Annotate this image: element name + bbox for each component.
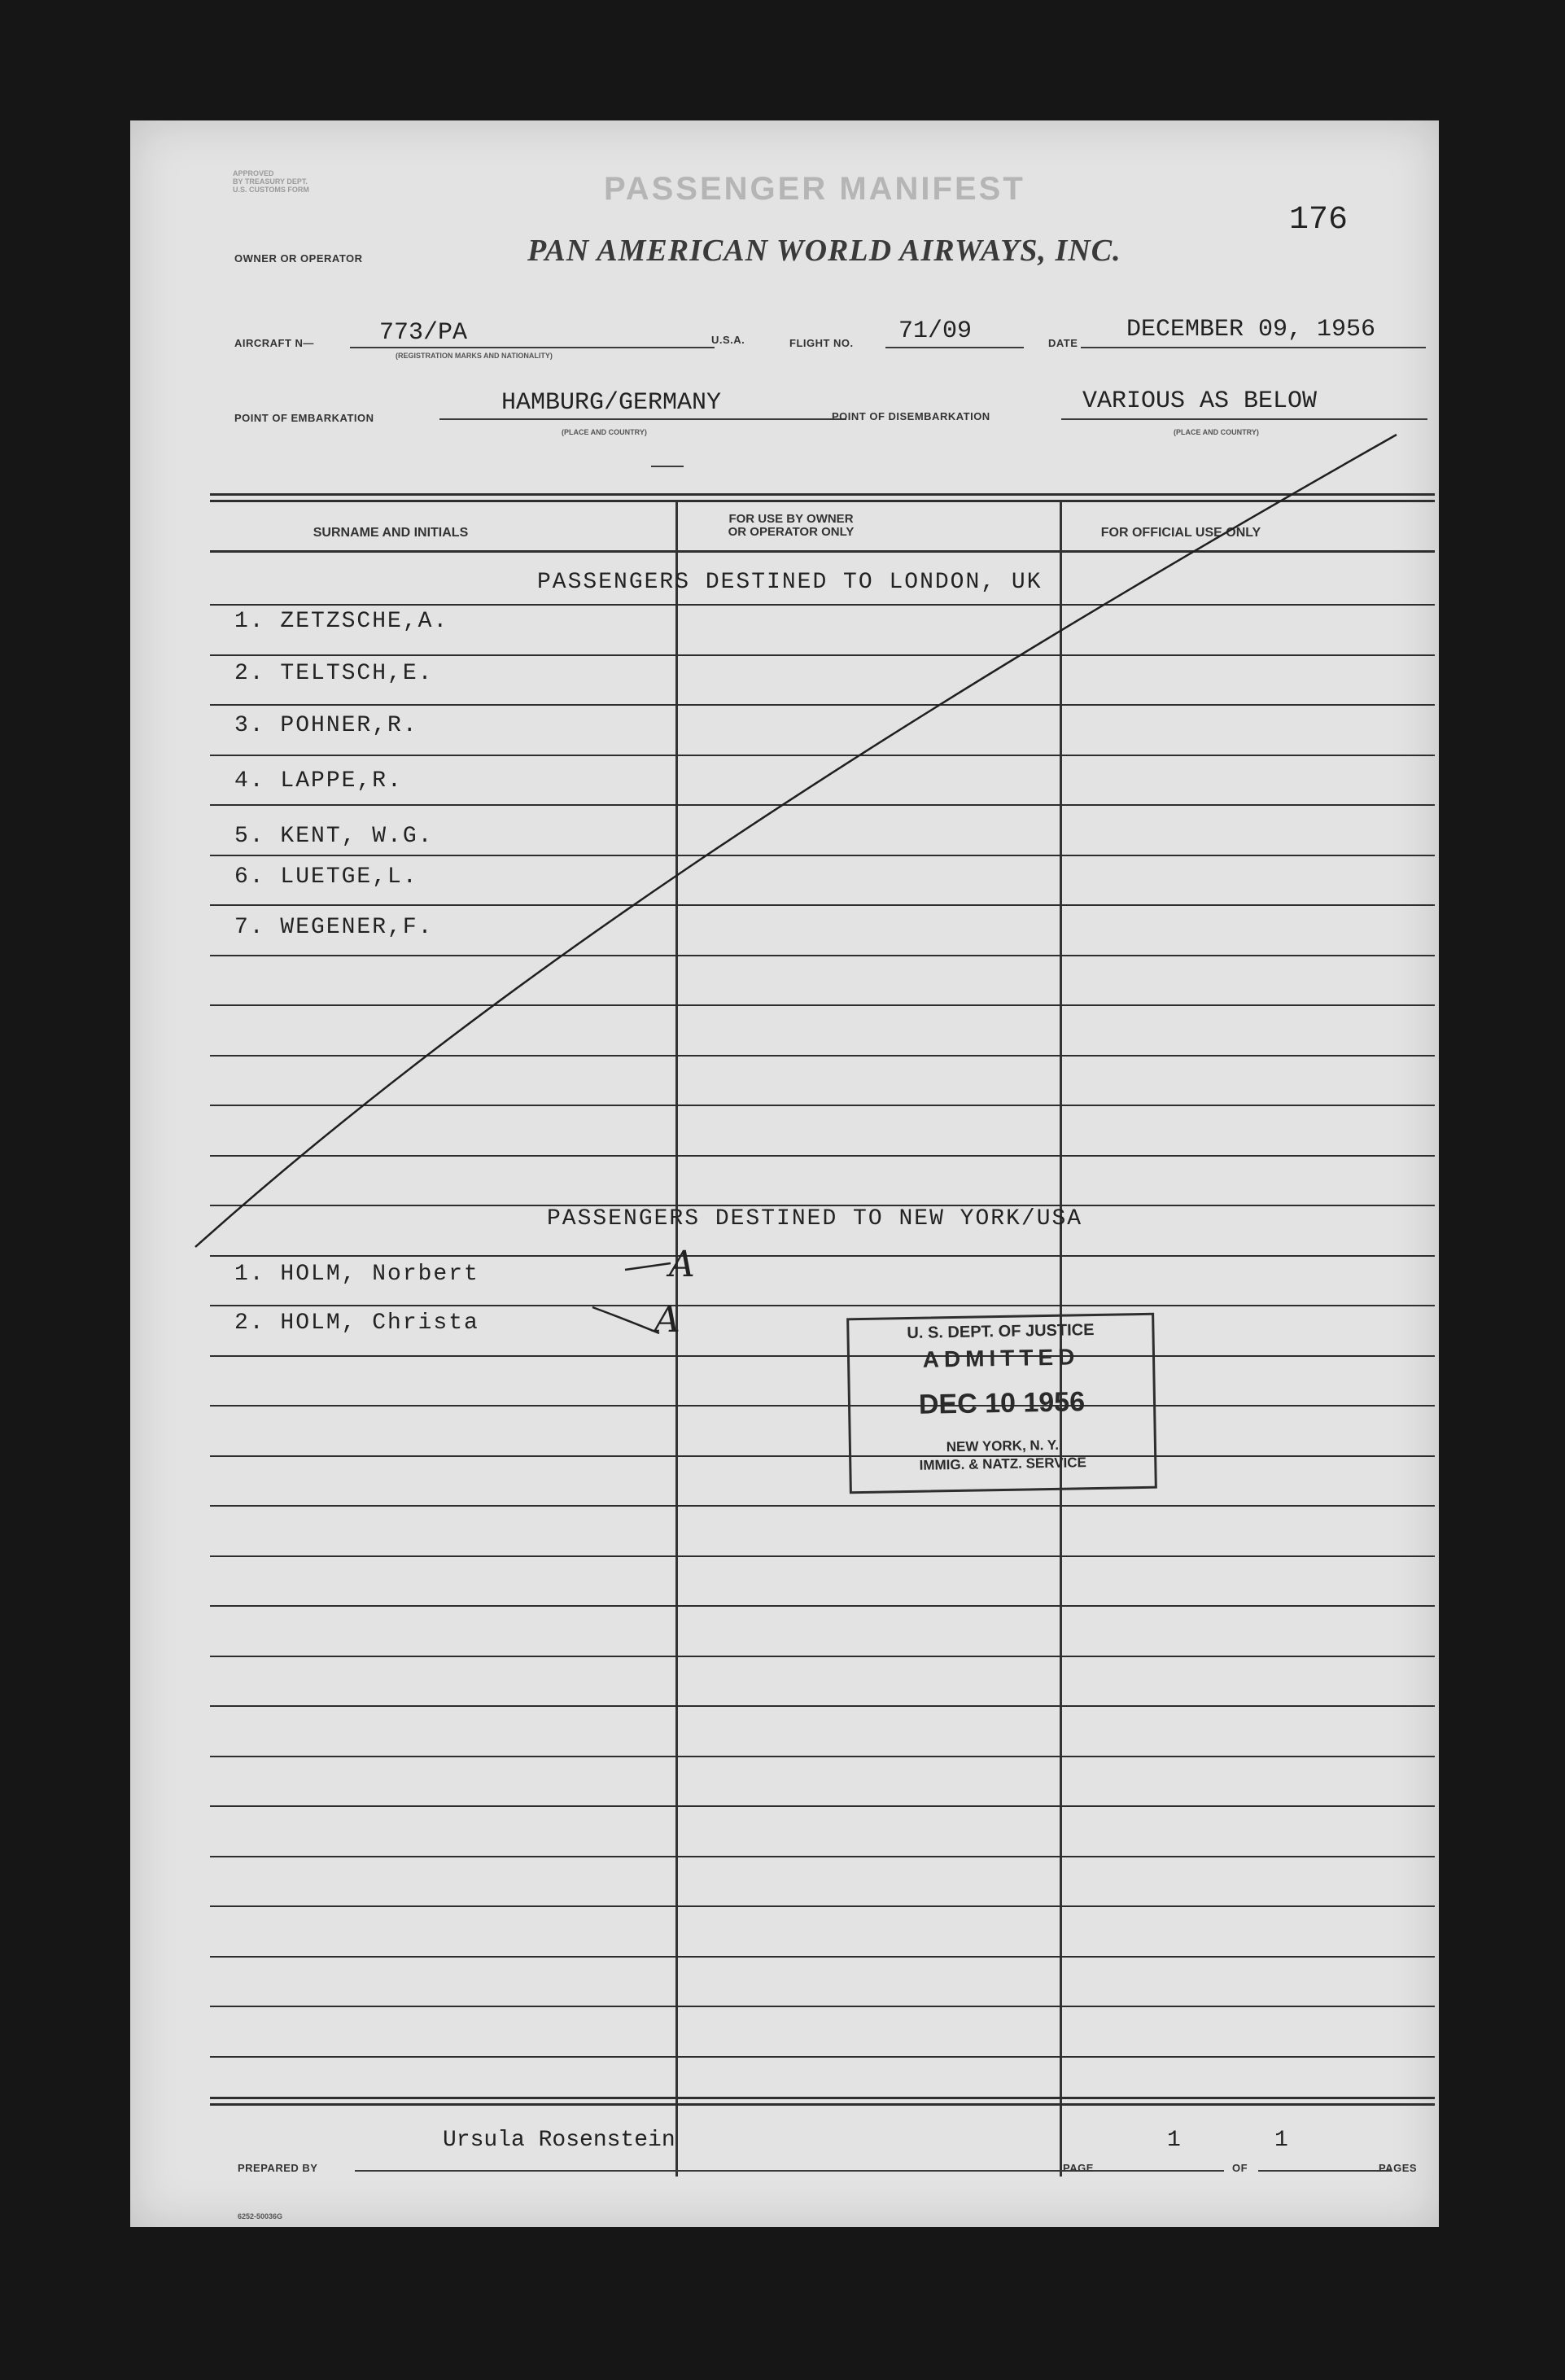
page-value: 1 xyxy=(1167,2128,1181,2153)
passenger-row: 1. ZETZSCHE,A. xyxy=(234,609,449,634)
passenger-row: 2. HOLM, Christa xyxy=(234,1310,479,1336)
prepared-by-value: Ursula Rosenstein xyxy=(443,2128,675,2153)
column-official-use: FOR OFFICIAL USE ONLY xyxy=(1100,526,1261,540)
page-label: PAGE xyxy=(1063,2162,1094,2174)
embarkation-value: HAMBURG/GERMANY xyxy=(501,389,722,417)
date-label: DATE xyxy=(1048,337,1078,349)
pages-value: 1 xyxy=(1274,2128,1288,2153)
passenger-row: 7. WEGENER,F. xyxy=(234,915,434,940)
embarkation-caption: (PLACE AND COUNTRY) xyxy=(562,428,647,436)
passenger-row: 6. LUETGE,L. xyxy=(234,864,418,890)
of-label: OF xyxy=(1232,2162,1248,2174)
passenger-row: 2. TELTSCH,E. xyxy=(234,661,434,686)
diagonal-cancel-line xyxy=(130,120,1439,2227)
admission-mark-2: A xyxy=(591,1299,705,1351)
flight-no-label: FLIGHT NO. xyxy=(789,337,854,349)
passenger-row: 1. HOLM, Norbert xyxy=(234,1262,479,1287)
form-code: 6252-50036G xyxy=(238,2212,283,2220)
page-number: 176 xyxy=(1289,202,1349,238)
aircraft-value: 773/PA xyxy=(379,319,468,347)
column-surname: SURNAME AND INITIALS xyxy=(313,526,469,540)
prepared-by-label: PREPARED BY xyxy=(238,2162,318,2174)
usa-label: U.S.A. xyxy=(711,334,745,346)
flight-no-value: 71/09 xyxy=(898,317,973,345)
passenger-row: 3. POHNER,R. xyxy=(234,713,418,738)
admitted-stamp: U. S. DEPT. OF JUSTICE ADMITTED DEC 10 1956 NEW YORK, N. Y. IMMIG. & NATZ. SERVICE xyxy=(846,1313,1157,1494)
admission-mark-1: A xyxy=(623,1252,713,1301)
embarkation-label: POINT OF EMBARKATION xyxy=(234,412,374,424)
pages-label: PAGES xyxy=(1379,2162,1418,2174)
column-owner-use: FOR USE BY OWNER OR OPERATOR ONLY xyxy=(728,512,855,539)
registration-caption: (REGISTRATION MARKS AND NATIONALITY) xyxy=(396,352,553,360)
date-value: DECEMBER 09, 1956 xyxy=(1126,316,1376,343)
disembarkation-caption: (PLACE AND COUNTRY) xyxy=(1174,428,1259,436)
approval-notice: APPROVED BY TREASURY DEPT. U.S. CUSTOMS FORM xyxy=(233,169,309,194)
passenger-row: 5. KENT, W.G. xyxy=(234,824,434,849)
disembarkation-label: POINT OF DISEMBARKATION xyxy=(832,410,990,422)
owner-name: PAN AMERICAN WORLD AIRWAYS, INC. xyxy=(527,234,1121,268)
owner-label: OWNER OR OPERATOR xyxy=(234,252,363,265)
manifest-title: PASSENGER MANIFEST xyxy=(604,171,1025,207)
manifest-page xyxy=(130,120,1439,2227)
passenger-row: 4. LAPPE,R. xyxy=(234,768,403,794)
aircraft-label: AIRCRAFT N— xyxy=(234,337,314,349)
section-heading-london: PASSENGERS DESTINED TO LONDON, UK xyxy=(537,570,1043,595)
section-heading-new-york: PASSENGERS DESTINED TO NEW YORK/USA xyxy=(547,1206,1083,1232)
disembarkation-value: VARIOUS AS BELOW xyxy=(1082,387,1318,415)
